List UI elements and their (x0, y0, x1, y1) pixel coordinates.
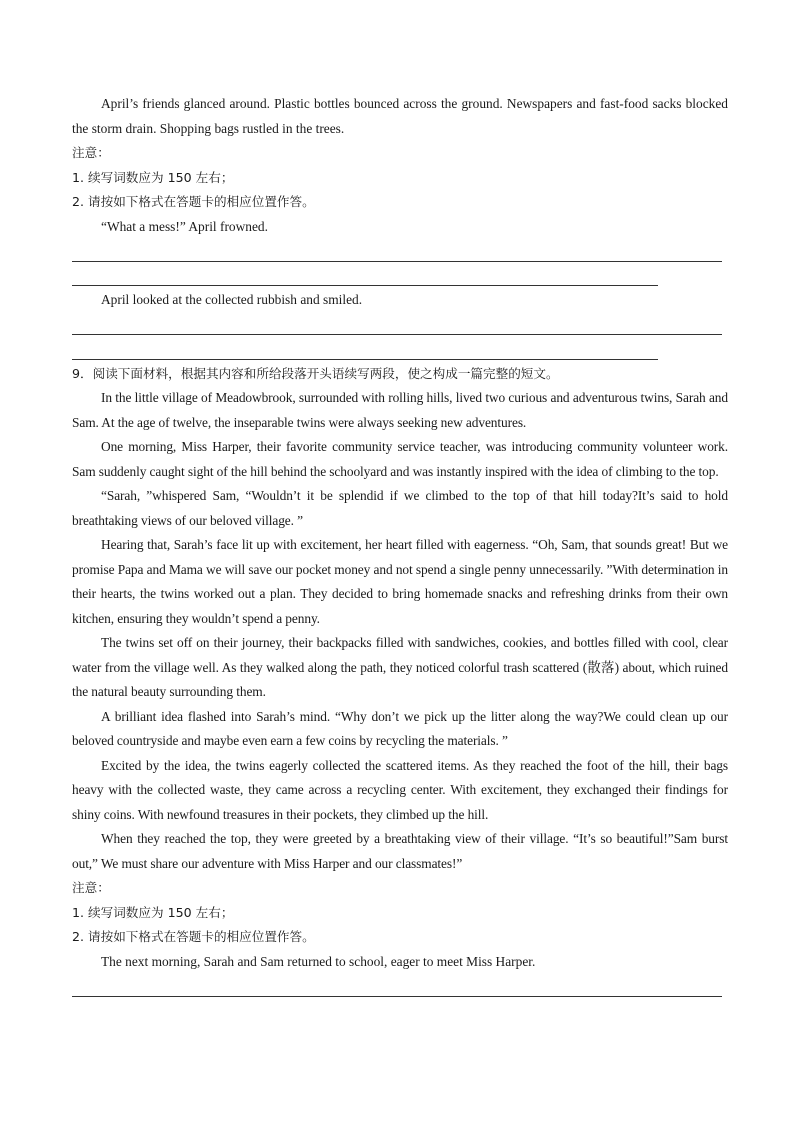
answer-line[interactable] (72, 264, 728, 289)
q9-note-format: 2. 请按如下格式在答题卡的相应位置作答。 (72, 929, 315, 944)
q9-paragraph: When they reached the top, they were greeted by a breathtaking view of their village. “It’s so beautiful!”Sam burst out,” We must share our adventure with Miss Harper and our classmates!” (72, 831, 728, 871)
q9-paragraph: Excited by the idea, the twins eagerly collected the scattered items. As they reached the foot of the hill, their bags heavy with the collected waste, they came across a recycling center. With excitement, they exchanged their findings for shiny coins. With newfound treasures in their pockets, they climbed up the hill. (72, 757, 728, 822)
q9-note-label: 注意： (72, 880, 110, 895)
answer-line[interactable] (72, 974, 728, 999)
q8-note-format: 2. 请按如下格式在答题卡的相应位置作答。 (72, 194, 315, 209)
q9-paragraph: “Sarah, ”whispered Sam, “Wouldn’t it be splendid if we climbed to the top of that hill today?It’s said to hold breathtaking views of our beloved village. ” (72, 488, 728, 528)
q9-paragraph: A brilliant idea flashed into Sarah’s mind. “Why don’t we pick up the litter along the way?We could clean up our beloved countryside and maybe even earn a few coins by recycling the materials. ” (72, 708, 728, 748)
q9-paragraph: In the little village of Meadowbrook, surrounded with rolling hills, lived two curious and adventurous twins, Sarah and Sam. At the age of twelve, the inseparable twins were always seeking new adventures. (72, 390, 728, 430)
q9-paragraph: The twins set off on their journey, their backpacks filled with sandwiches, cookies, and bottles filled with cool, clear water from the village well. As they walked along the path, they noticed colorful trash scattered (散落) about, which ruined the natural beauty surrounding them. (72, 635, 728, 699)
answer-line[interactable] (72, 239, 728, 264)
q8-note-word-count: 1. 续写词数应为 150 左右； (72, 169, 234, 185)
q9-paragraph: One morning, Miss Harper, their favorite community service teacher, was introducing community volunteer work. Sam suddenly caught sight of the hill behind the schoolyard and was instantly inspired with the idea of climbing to the top. (72, 439, 728, 479)
q9-paragraph1-opening: The next morning, Sarah and Sam returned to school, eager to meet Miss Harper. (101, 953, 536, 969)
answer-line[interactable] (72, 313, 728, 338)
answer-line[interactable] (72, 337, 728, 362)
q8-note-label: 注意： (72, 145, 110, 160)
q8-paragraph2-opening: April looked at the collected rubbish and smiled. (101, 292, 363, 307)
q8-intro-paragraph: April’s friends glanced around. Plastic bottles bounced across the ground. Newspapers and fast-food sacks blocked the storm drain. Shopping bags rustled in the trees. (72, 96, 728, 136)
document-page (72, 92, 728, 999)
q9-note-word-count: 1. 续写词数应为 150 左右； (72, 904, 234, 920)
q9-heading: 9．阅读下面材料，根据其内容和所给段落开头语续写两段，使之构成一篇完整的短文。 (72, 365, 559, 381)
q9-paragraph: Hearing that, Sarah’s face lit up with excitement, her heart filled with eagerness. “Oh, Sam, that sounds great! But we promise Papa and Mama we will save our pocket money and not spend a single penny unnecessarily. ”With determination in their hearts, the twins worked out a plan. They decided to bring homemade snacks and refreshing drinks from their own kitchen, ensuring they wouldn’t spend a penny. (72, 537, 728, 626)
q8-paragraph1-opening: “What a mess!” April frowned. (101, 218, 268, 234)
